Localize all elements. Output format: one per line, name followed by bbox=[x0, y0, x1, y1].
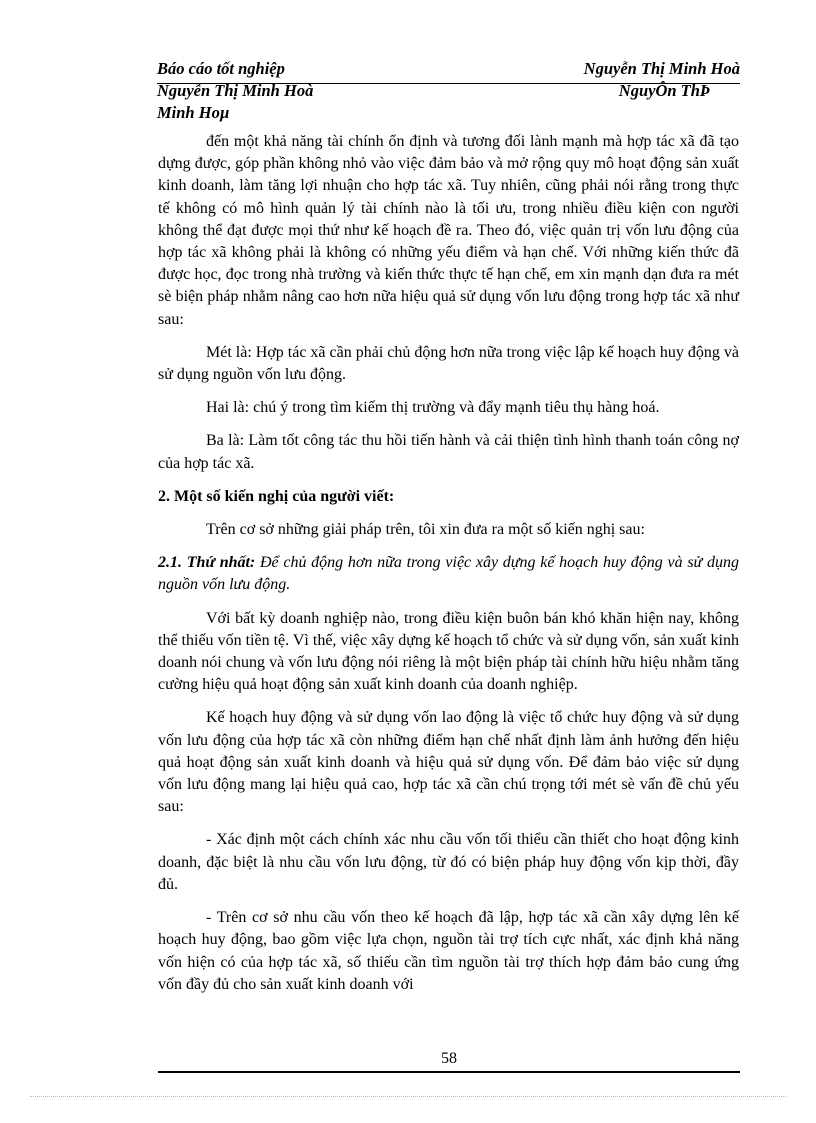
subsection-text: Để chủ động hơn nữa trong việc xây dựng kế hoạch huy động và sử dụng nguồn vốn lưu động. bbox=[158, 554, 739, 594]
page-header bbox=[157, 58, 740, 124]
footer-rule bbox=[158, 1071, 740, 1073]
page-edge-dotted-line bbox=[30, 1096, 786, 1097]
author-name-continued: Minh Hoµ bbox=[157, 103, 230, 122]
author-name-right-garbled: NguyÔn ThÞ bbox=[618, 81, 710, 100]
page-number: 58 bbox=[441, 1050, 457, 1067]
paragraph: Ba là: Làm tốt công tác thu hồi tiến hành và cải thiện tình hình thanh toán công nợ của hợp tác xã. bbox=[158, 432, 739, 472]
paragraph: Mét là: Hợp tác xã cần phải chủ động hơn nữa trong việc lập kế hoạch huy động và sử dụng nguồn vốn lưu động. bbox=[158, 343, 739, 384]
section-heading: 2. Một số kiến nghị của người viết: bbox=[158, 487, 395, 505]
header-rule bbox=[157, 83, 740, 84]
author-name: Nguyễn Thị Minh Hoà bbox=[583, 59, 740, 78]
report-title: Báo cáo tốt nghiệp bbox=[157, 59, 285, 78]
subsection-heading bbox=[158, 552, 739, 596]
paragraph: đến một khả năng tài chính ổn định và tương đối lành mạnh mà hợp tác xã đã tạo dựng được, góp phần không nhỏ vào việc đảm bảo và mở rộng quy mô hoạt động sản xuất kinh doanh, làm tăng lợi nhuận cho hợp tác xã. Tuy nhiên, cũng phải nói rằng trong thực tế không có mô hình quản lý tài chính nào là tối ưu, trong nhiều điều kiện con người không thể đạt được mọi thứ như kế hoạch đề ra. Theo đó, việc quản trị vốn lưu động của hợp tác xã không phải là không có những yếu điểm và hạn chế. Với những kiến thức đã được học, đọc trong nhà trường và kiến thức thực tế hạn chế, em xin mạnh dạn đưa ra mét sè biện pháp nhằm nâng cao hơn nữa hiệu quả sử dụng vốn lưu động trong hợp tác xã như sau: bbox=[158, 133, 739, 328]
paragraph: Với bất kỳ doanh nghiệp nào, trong điều kiện buôn bán khó khăn hiện nay, không thể thiếu vốn tiền tệ. Vì thế, việc xây dựng kế hoạch tổ chức và sử dụng vốn, sản xuất kinh doanh nói chung và vốn lưu động nói riêng là một biện pháp tài chính hữu hiệu nhằm tăng cường hiệu quả hoạt động sản xuất kinh doanh của doanh nghiệp. bbox=[158, 609, 739, 694]
paragraph: Hai là: chú ý trong tìm kiếm thị trường và đẩy mạnh tiêu thụ hàng hoá. bbox=[206, 399, 660, 417]
page-body bbox=[158, 131, 739, 1007]
author-name-left: Nguyễn Thị Minh Hoà bbox=[157, 81, 314, 100]
page-footer bbox=[158, 1048, 740, 1073]
paragraph: - Trên cơ sở nhu cầu vốn theo kế hoạch đã lập, hợp tác xã cần xây dựng lên kế hoạch huy động, bao gồm việc lựa chọn, nguồn tài trợ tích cực nhất, xác định khả năng vốn hiện có của hợp tác xã, số thiếu cần tìm nguồn tài trợ thích hợp đảm bảo cung ứng vốn đầy đủ cho sản xuất kinh doanh với bbox=[158, 909, 739, 993]
paragraph: Trên cơ sở những giải pháp trên, tôi xin đưa ra một số kiến nghị sau: bbox=[206, 521, 645, 539]
subsection-label: 2.1. Thứ nhất: bbox=[158, 554, 256, 572]
paragraph: - Xác định một cách chính xác nhu cầu vốn tối thiểu cần thiết cho hoạt động kinh doanh, đặc biệt là nhu cầu vốn lưu động, từ đó có biện pháp huy động vốn kịp thời, đầy đủ. bbox=[158, 831, 739, 893]
paragraph: Kế hoạch huy động và sử dụng vốn lao động là việc tổ chức huy động và sử dụng vốn lưu động của hợp tác xã còn những điểm hạn chế nhất định làm ảnh hưởng đến hiệu quả hoạt động sản xuất kinh doanh và hiệu quả sử dụng vốn. Để đảm bảo việc sử dụng vốn lưu động mang lại hiệu quả cao, hợp tác xã cần chú trọng tới mét sè vấn đề chủ yếu sau: bbox=[158, 709, 739, 816]
